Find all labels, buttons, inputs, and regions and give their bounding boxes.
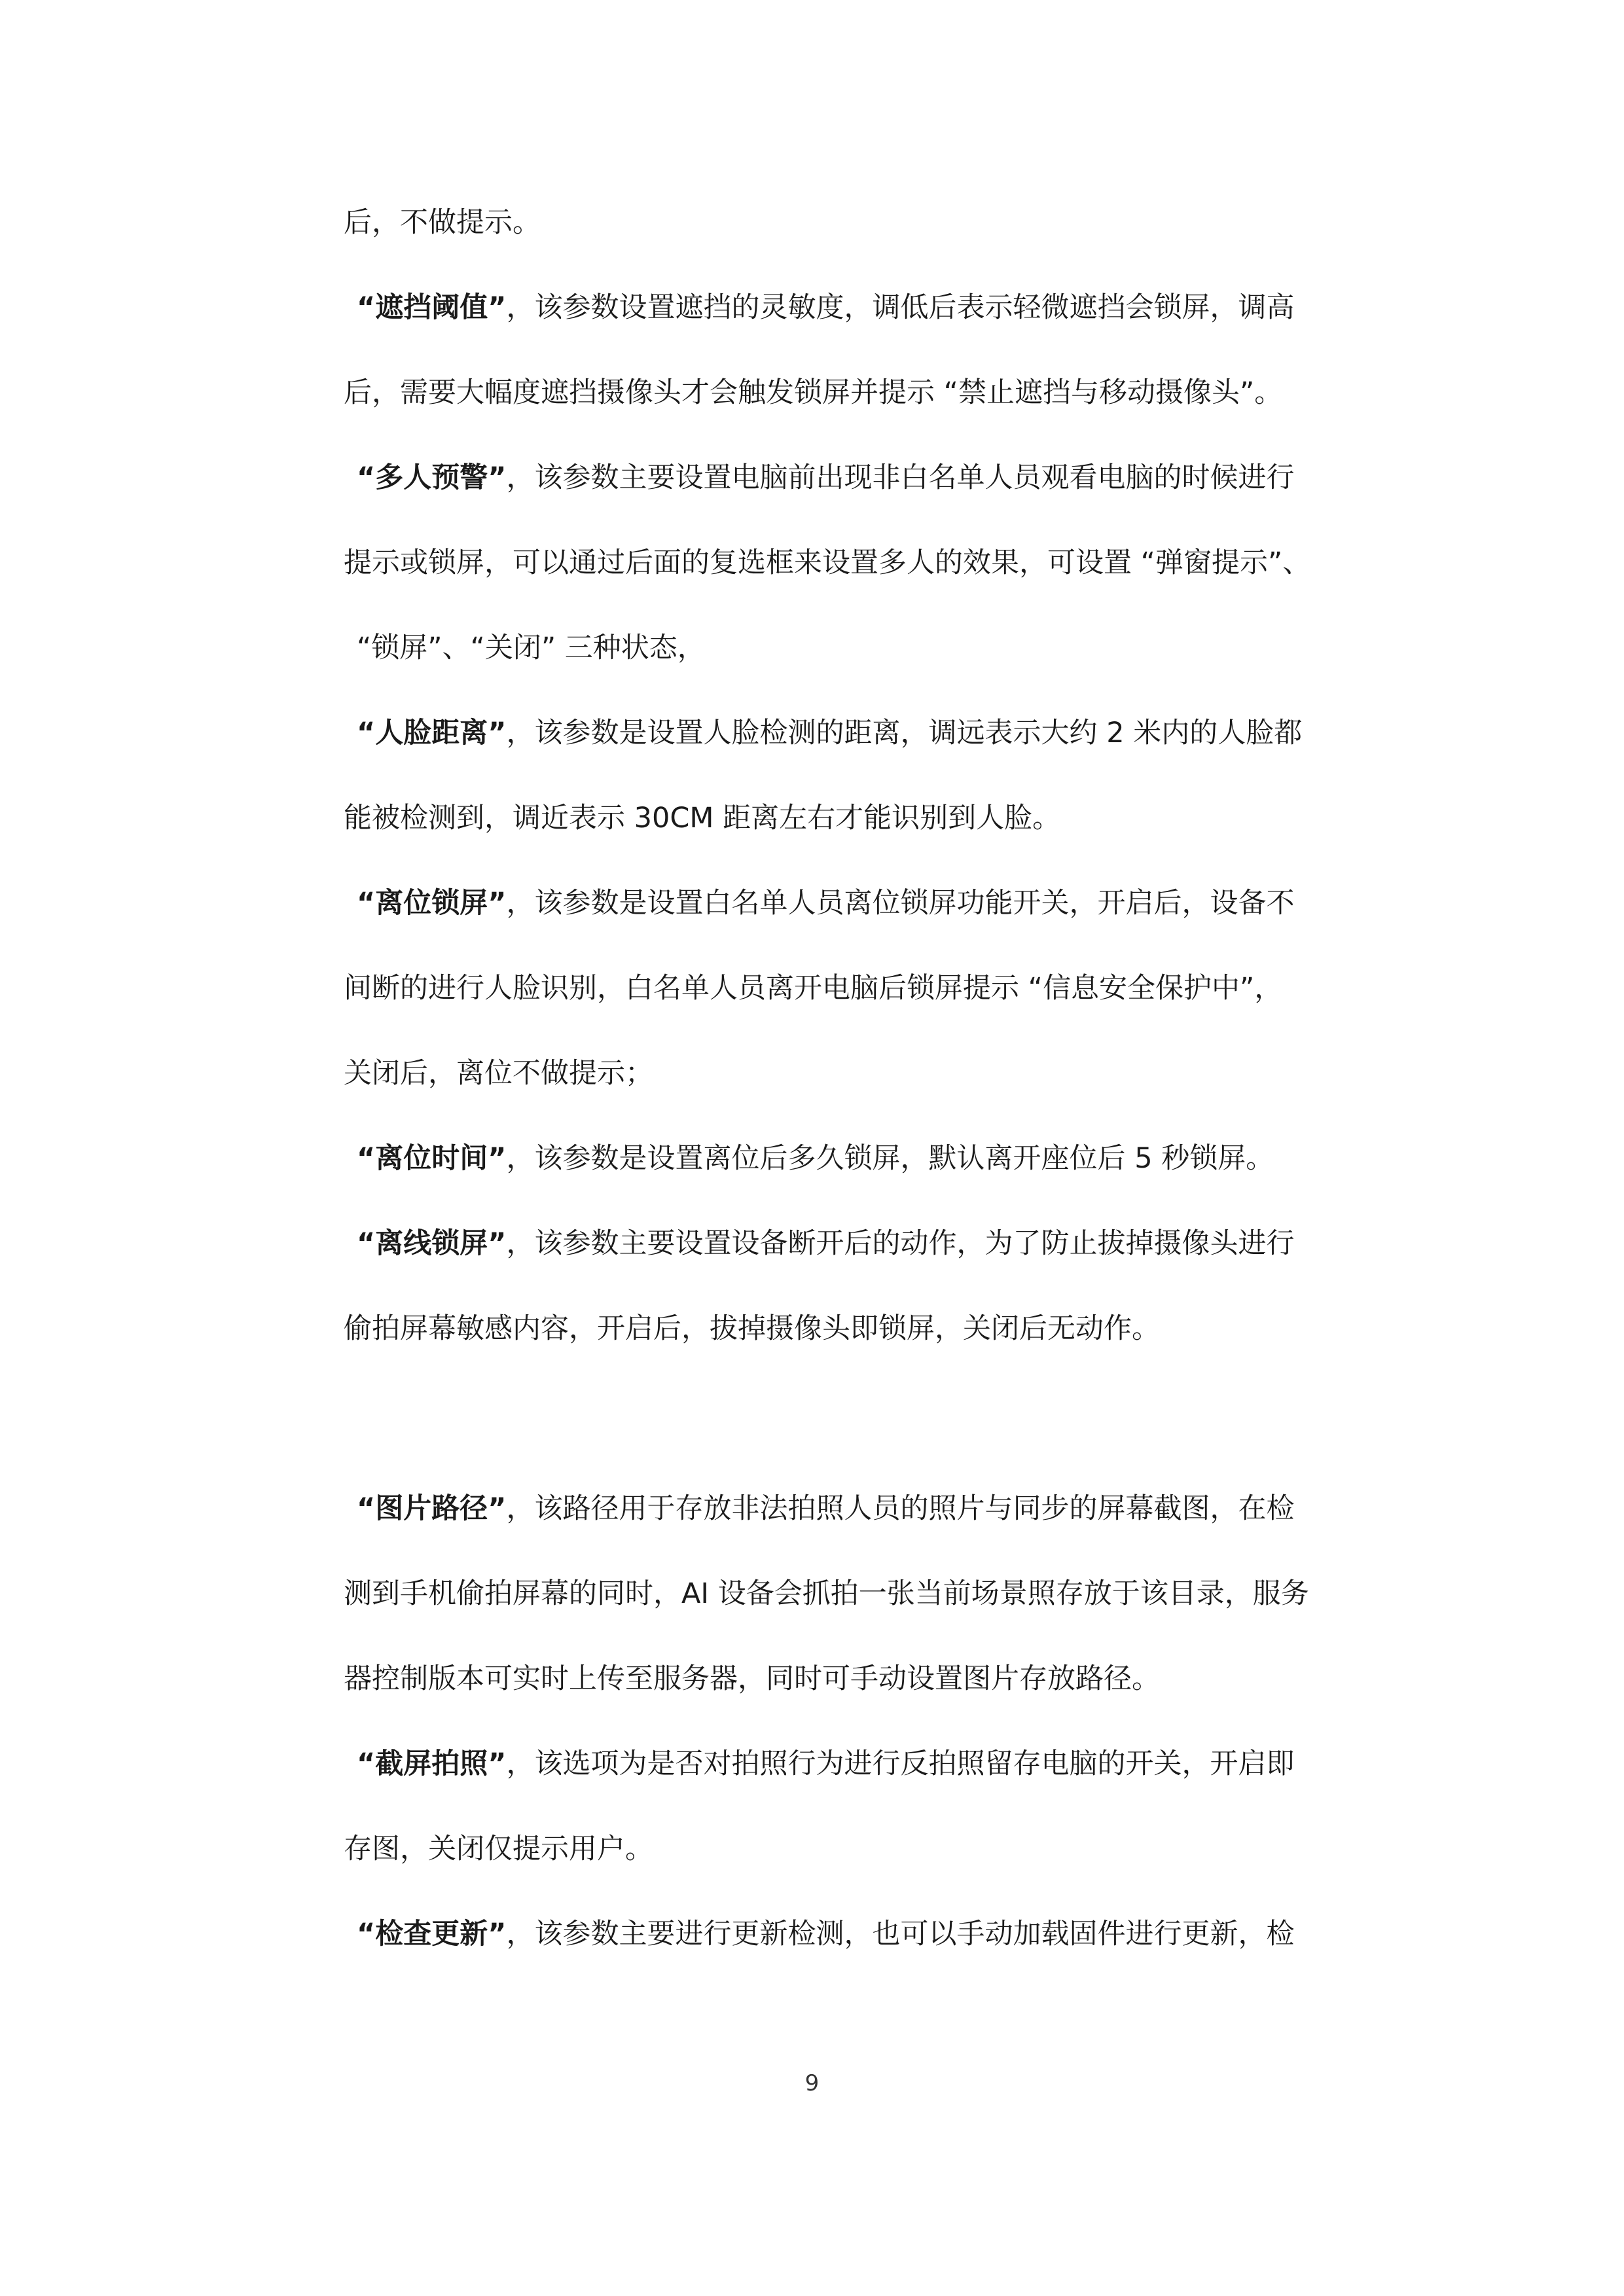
term-label: “截屏拍照” bbox=[357, 1748, 507, 1780]
paragraph-first-line bbox=[357, 713, 1302, 753]
text-line bbox=[344, 1659, 1160, 1698]
line-text: ，该参数设置遮挡的灵敏度，调低后表示轻微遮挡会锁屏，调高 bbox=[506, 291, 1295, 324]
text-line bbox=[344, 373, 1282, 412]
text-line bbox=[344, 969, 1282, 1008]
line-text: 后，需要大幅度遮挡摄像头才会触发锁屏并提示 “禁止遮挡与移动摄像头”。 bbox=[344, 376, 1283, 409]
paragraph-first-line bbox=[357, 884, 1295, 923]
line-text: 关闭后，离位不做提示； bbox=[344, 1057, 653, 1090]
line-text: ，该选项为是否对拍照行为进行反拍照留存电脑的开关，开启即 bbox=[506, 1748, 1295, 1780]
paragraph-first-line bbox=[357, 458, 1295, 497]
text-line bbox=[357, 628, 706, 668]
term-label: “人脸距离” bbox=[357, 717, 507, 749]
line-text: 能被检测到，调近表示 30CM 距离左右才能识别到人脸。 bbox=[344, 802, 1061, 834]
text-line bbox=[344, 1054, 653, 1093]
paragraph-first-line bbox=[357, 1744, 1295, 1784]
line-text: 提示或锁屏，可以通过后面的复选框来设置多人的效果，可设置 “弹窗提示”、 bbox=[344, 547, 1311, 579]
term-label: “遮挡阈值” bbox=[357, 291, 507, 324]
text-line bbox=[344, 543, 1310, 583]
line-text: ，该参数是设置人脸检测的距离，调远表示大约 2 米内的人脸都 bbox=[506, 717, 1303, 749]
term-label: “离线锁屏” bbox=[357, 1227, 507, 1260]
term-label: “离位时间” bbox=[357, 1142, 507, 1175]
line-text: ，该参数是设置离位后多久锁屏，默认离开座位后 5 秒锁屏。 bbox=[506, 1142, 1274, 1175]
line-text: 间断的进行人脸识别，白名单人员离开电脑后锁屏提示 “信息安全保护中”， bbox=[344, 972, 1283, 1005]
paragraph-first-line bbox=[357, 1489, 1295, 1528]
term-label: “多人预警” bbox=[357, 461, 507, 494]
text-line bbox=[344, 798, 1060, 838]
line-text: ，该参数是设置白名单人员离位锁屏功能开关，开启后，设备不 bbox=[506, 887, 1295, 920]
paragraph-first-line bbox=[357, 288, 1295, 327]
term-label: “离位锁屏” bbox=[357, 887, 507, 920]
line-text: 后，不做提示。 bbox=[344, 206, 541, 239]
page-number: 9 bbox=[804, 2070, 820, 2096]
line-text: 测到手机偷拍屏幕的同时，AI 设备会抓拍一张当前场景照存放于该目录，服务 bbox=[344, 1577, 1309, 1610]
term-label: “检查更新” bbox=[357, 1918, 507, 1950]
text-line bbox=[344, 203, 541, 242]
paragraph-first-line bbox=[357, 1139, 1274, 1178]
line-text: ，该参数主要进行更新检测，也可以手动加载固件进行更新，检 bbox=[506, 1918, 1295, 1950]
text-line bbox=[344, 1309, 1160, 1348]
paragraph-first-line bbox=[357, 1224, 1295, 1263]
line-text: 存图，关闭仅提示用户。 bbox=[344, 1833, 653, 1865]
line-text: ，该参数主要设置电脑前出现非白名单人员观看电脑的时候进行 bbox=[506, 461, 1295, 494]
line-text: 偷拍屏幕敏感内容，开启后，拔掉摄像头即锁屏，关闭后无动作。 bbox=[344, 1312, 1160, 1345]
text-line bbox=[344, 1574, 1309, 1613]
line-text: “锁屏”、“关闭” 三种状态， bbox=[357, 632, 706, 664]
text-line bbox=[344, 1829, 653, 1869]
line-text: ，该路径用于存放非法拍照人员的照片与同步的屏幕截图，在检 bbox=[506, 1492, 1295, 1525]
line-text: 器控制版本可实时上传至服务器，同时可手动设置图片存放路径。 bbox=[344, 1662, 1160, 1695]
line-text: ，该参数主要设置设备断开后的动作，为了防止拔掉摄像头进行 bbox=[506, 1227, 1295, 1260]
term-label: “图片路径” bbox=[357, 1492, 507, 1525]
paragraph-first-line bbox=[357, 1914, 1295, 1954]
